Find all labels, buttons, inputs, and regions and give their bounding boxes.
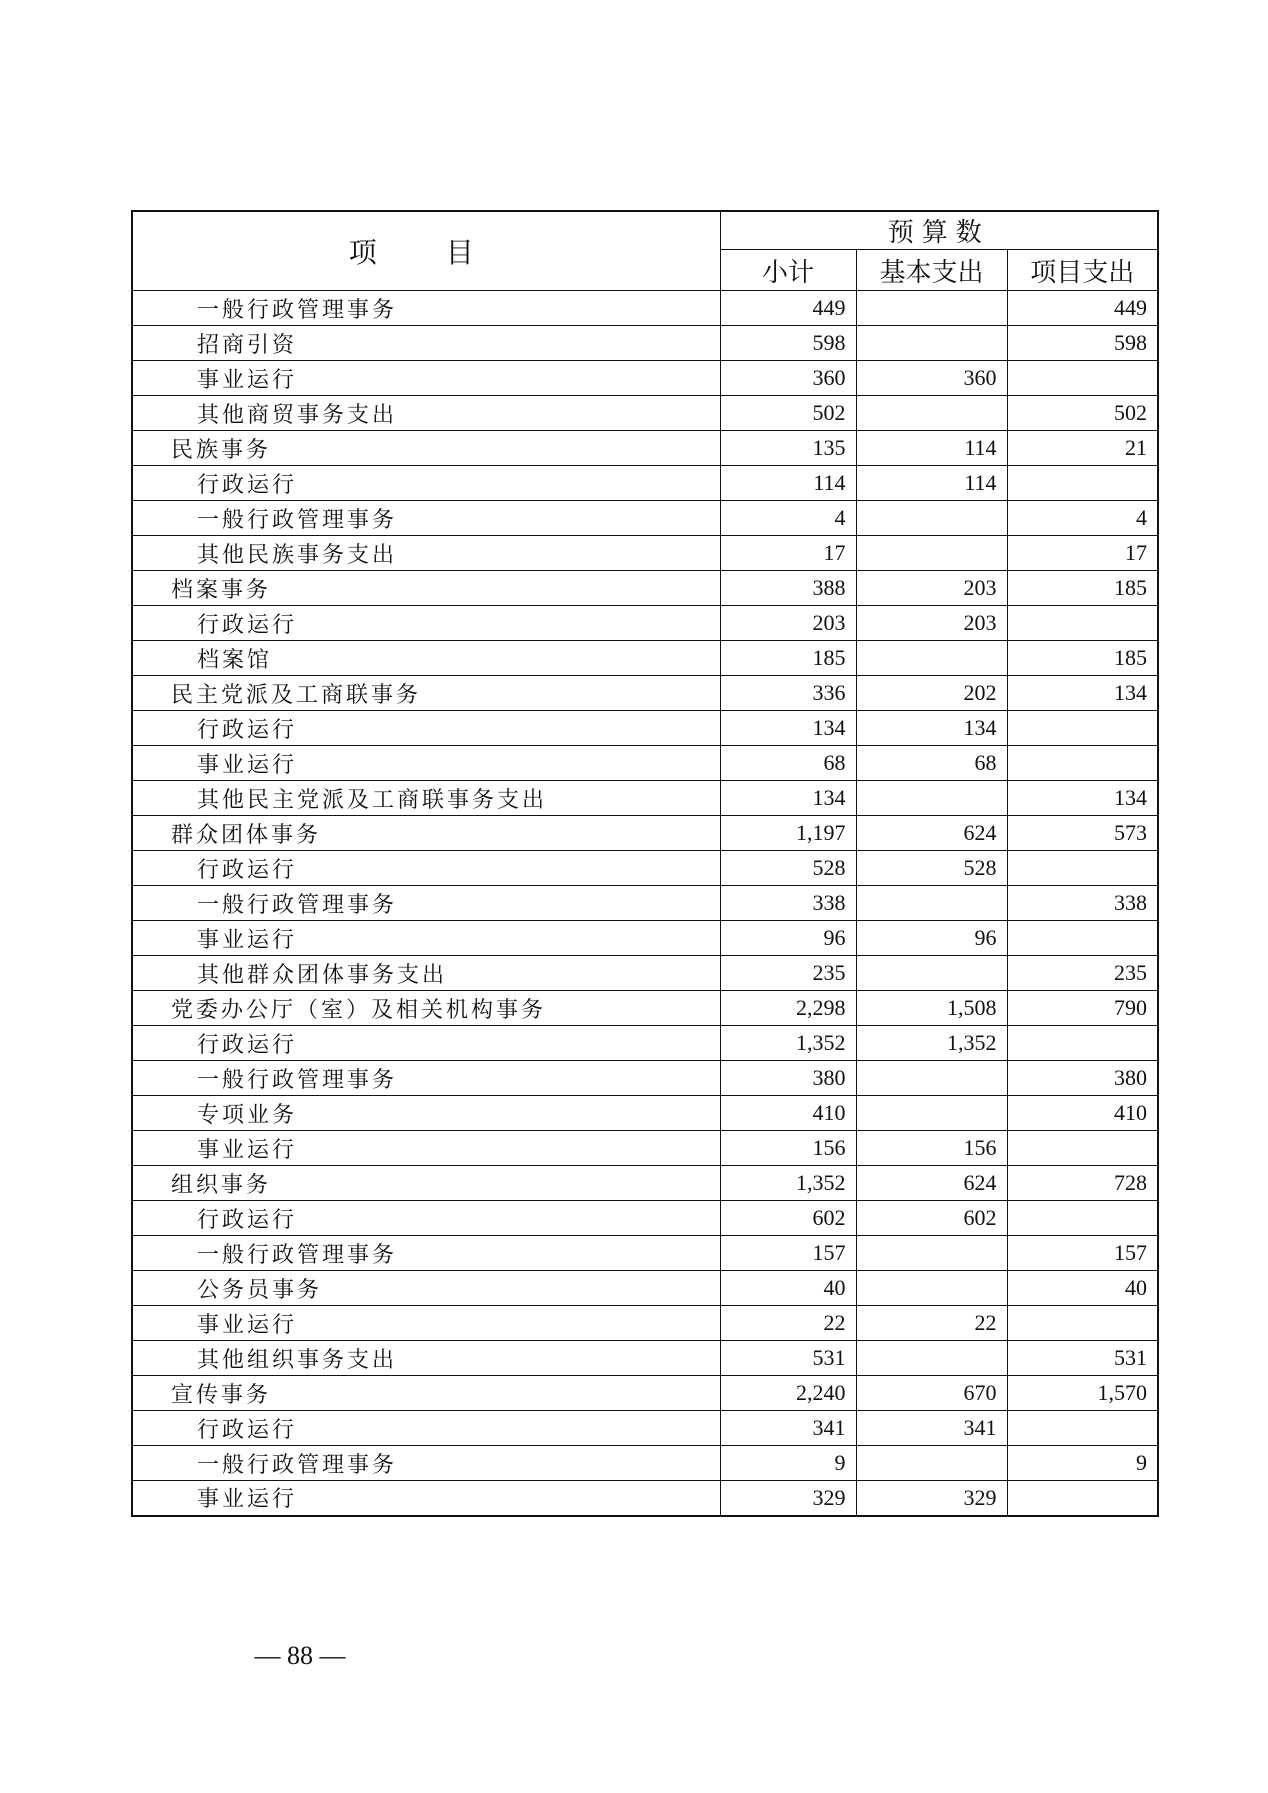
row-name: 事业运行 <box>132 361 720 396</box>
table-row <box>132 816 1158 851</box>
row-project-expenditure: 380 <box>1007 1061 1158 1096</box>
row-project-expenditure: 17 <box>1007 536 1158 571</box>
row-basic-expenditure <box>856 536 1007 571</box>
row-subtotal: 9 <box>720 1446 856 1481</box>
row-subtotal: 4 <box>720 501 856 536</box>
row-project-expenditure <box>1007 746 1158 781</box>
row-basic-expenditure: 329 <box>856 1481 1007 1516</box>
row-basic-expenditure <box>856 291 1007 326</box>
row-project-expenditure: 134 <box>1007 781 1158 816</box>
table-row <box>132 1201 1158 1236</box>
row-name: 专项业务 <box>132 1096 720 1131</box>
row-project-expenditure: 40 <box>1007 1271 1158 1306</box>
row-project-expenditure: 134 <box>1007 676 1158 711</box>
row-subtotal: 341 <box>720 1411 856 1446</box>
row-project-expenditure: 1,570 <box>1007 1376 1158 1411</box>
row-basic-expenditure <box>856 501 1007 536</box>
row-subtotal: 410 <box>720 1096 856 1131</box>
row-basic-expenditure <box>856 1061 1007 1096</box>
row-project-expenditure: 157 <box>1007 1236 1158 1271</box>
row-project-expenditure <box>1007 851 1158 886</box>
header-project-expenditure: 项目支出 <box>1007 250 1158 291</box>
row-basic-expenditure: 1,352 <box>856 1026 1007 1061</box>
row-name: 组织事务 <box>132 1166 720 1201</box>
row-project-expenditure: 502 <box>1007 396 1158 431</box>
row-subtotal: 531 <box>720 1341 856 1376</box>
row-name: 行政运行 <box>132 711 720 746</box>
row-name: 公务员事务 <box>132 1271 720 1306</box>
table-row <box>132 781 1158 816</box>
table-row <box>132 956 1158 991</box>
row-project-expenditure: 598 <box>1007 326 1158 361</box>
page-number: — 88 — <box>254 1641 346 1670</box>
table-row <box>132 1306 1158 1341</box>
row-subtotal: 40 <box>720 1271 856 1306</box>
row-name: 行政运行 <box>132 1026 720 1061</box>
table-row <box>132 606 1158 641</box>
row-basic-expenditure: 1,508 <box>856 991 1007 1026</box>
row-project-expenditure: 449 <box>1007 291 1158 326</box>
table-row <box>132 746 1158 781</box>
row-name: 招商引资 <box>132 326 720 361</box>
table-row <box>132 291 1158 326</box>
row-project-expenditure <box>1007 606 1158 641</box>
row-subtotal: 134 <box>720 711 856 746</box>
row-project-expenditure <box>1007 1481 1158 1516</box>
table-row <box>132 921 1158 956</box>
table-row <box>132 1166 1158 1201</box>
table-row <box>132 536 1158 571</box>
table-row <box>132 851 1158 886</box>
row-name: 一般行政管理事务 <box>132 501 720 536</box>
table-row <box>132 1376 1158 1411</box>
row-name: 宣传事务 <box>132 1376 720 1411</box>
row-project-expenditure: 531 <box>1007 1341 1158 1376</box>
row-project-expenditure <box>1007 1201 1158 1236</box>
row-name: 群众团体事务 <box>132 816 720 851</box>
row-name: 事业运行 <box>132 921 720 956</box>
row-basic-expenditure: 203 <box>856 606 1007 641</box>
table-row <box>132 361 1158 396</box>
row-basic-expenditure <box>856 396 1007 431</box>
table-row <box>132 1236 1158 1271</box>
row-basic-expenditure <box>856 781 1007 816</box>
row-basic-expenditure: 528 <box>856 851 1007 886</box>
row-subtotal: 135 <box>720 431 856 466</box>
row-name: 事业运行 <box>132 1306 720 1341</box>
table-row <box>132 1096 1158 1131</box>
row-subtotal: 329 <box>720 1481 856 1516</box>
row-basic-expenditure: 114 <box>856 466 1007 501</box>
table-row <box>132 711 1158 746</box>
row-project-expenditure: 338 <box>1007 886 1158 921</box>
row-basic-expenditure: 203 <box>856 571 1007 606</box>
table-header <box>132 211 1158 291</box>
row-project-expenditure: 235 <box>1007 956 1158 991</box>
table-body <box>132 291 1158 1516</box>
row-basic-expenditure: 341 <box>856 1411 1007 1446</box>
row-basic-expenditure: 134 <box>856 711 1007 746</box>
row-subtotal: 602 <box>720 1201 856 1236</box>
row-project-expenditure <box>1007 1411 1158 1446</box>
table-row <box>132 1411 1158 1446</box>
row-subtotal: 22 <box>720 1306 856 1341</box>
row-name: 一般行政管理事务 <box>132 291 720 326</box>
row-project-expenditure <box>1007 1131 1158 1166</box>
table-row <box>132 326 1158 361</box>
row-subtotal: 134 <box>720 781 856 816</box>
row-subtotal: 360 <box>720 361 856 396</box>
row-name: 其他组织事务支出 <box>132 1341 720 1376</box>
header-budget: 预算数 <box>720 211 1158 250</box>
table-row <box>132 676 1158 711</box>
row-basic-expenditure: 670 <box>856 1376 1007 1411</box>
row-subtotal: 598 <box>720 326 856 361</box>
row-name: 一般行政管理事务 <box>132 1236 720 1271</box>
row-name: 档案事务 <box>132 571 720 606</box>
row-project-expenditure: 410 <box>1007 1096 1158 1131</box>
row-name: 党委办公厅（室）及相关机构事务 <box>132 991 720 1026</box>
row-basic-expenditure: 202 <box>856 676 1007 711</box>
row-basic-expenditure: 156 <box>856 1131 1007 1166</box>
row-name: 其他商贸事务支出 <box>132 396 720 431</box>
row-subtotal: 68 <box>720 746 856 781</box>
row-subtotal: 114 <box>720 466 856 501</box>
row-subtotal: 528 <box>720 851 856 886</box>
row-name: 一般行政管理事务 <box>132 1446 720 1481</box>
row-project-expenditure <box>1007 711 1158 746</box>
row-basic-expenditure <box>856 1096 1007 1131</box>
row-name: 事业运行 <box>132 1131 720 1166</box>
row-subtotal: 338 <box>720 886 856 921</box>
row-name: 其他群众团体事务支出 <box>132 956 720 991</box>
row-project-expenditure: 728 <box>1007 1166 1158 1201</box>
row-name: 行政运行 <box>132 1201 720 1236</box>
header-subtotal: 小计 <box>720 250 856 291</box>
row-subtotal: 1,352 <box>720 1166 856 1201</box>
row-basic-expenditure: 22 <box>856 1306 1007 1341</box>
row-subtotal: 235 <box>720 956 856 991</box>
table-row <box>132 1446 1158 1481</box>
row-basic-expenditure <box>856 1341 1007 1376</box>
row-subtotal: 157 <box>720 1236 856 1271</box>
row-project-expenditure: 4 <box>1007 501 1158 536</box>
row-basic-expenditure: 360 <box>856 361 1007 396</box>
row-name: 其他民主党派及工商联事务支出 <box>132 781 720 816</box>
table-row <box>132 991 1158 1026</box>
row-project-expenditure <box>1007 1026 1158 1061</box>
table-row <box>132 641 1158 676</box>
row-basic-expenditure <box>856 326 1007 361</box>
row-name: 民主党派及工商联事务 <box>132 676 720 711</box>
budget-table <box>131 210 1159 1517</box>
table-row <box>132 1341 1158 1376</box>
row-subtotal: 1,197 <box>720 816 856 851</box>
row-project-expenditure: 790 <box>1007 991 1158 1026</box>
row-basic-expenditure <box>856 1271 1007 1306</box>
row-subtotal: 388 <box>720 571 856 606</box>
table-row <box>132 571 1158 606</box>
row-subtotal: 2,298 <box>720 991 856 1026</box>
table-row <box>132 396 1158 431</box>
table-row <box>132 1061 1158 1096</box>
row-name: 行政运行 <box>132 851 720 886</box>
row-basic-expenditure: 624 <box>856 1166 1007 1201</box>
row-project-expenditure: 185 <box>1007 571 1158 606</box>
table-row <box>132 1131 1158 1166</box>
row-subtotal: 502 <box>720 396 856 431</box>
row-name: 行政运行 <box>132 1411 720 1446</box>
row-basic-expenditure <box>856 1236 1007 1271</box>
row-subtotal: 336 <box>720 676 856 711</box>
row-basic-expenditure: 68 <box>856 746 1007 781</box>
row-subtotal: 449 <box>720 291 856 326</box>
table-row <box>132 501 1158 536</box>
row-basic-expenditure <box>856 1446 1007 1481</box>
row-name: 档案馆 <box>132 641 720 676</box>
row-name: 事业运行 <box>132 746 720 781</box>
row-project-expenditure <box>1007 466 1158 501</box>
row-name: 一般行政管理事务 <box>132 1061 720 1096</box>
row-basic-expenditure <box>856 641 1007 676</box>
row-basic-expenditure: 114 <box>856 431 1007 466</box>
row-project-expenditure: 185 <box>1007 641 1158 676</box>
row-basic-expenditure: 624 <box>856 816 1007 851</box>
row-project-expenditure: 573 <box>1007 816 1158 851</box>
header-basic-expenditure: 基本支出 <box>856 250 1007 291</box>
row-project-expenditure <box>1007 921 1158 956</box>
row-name: 一般行政管理事务 <box>132 886 720 921</box>
row-name: 民族事务 <box>132 431 720 466</box>
row-subtotal: 380 <box>720 1061 856 1096</box>
table-row <box>132 466 1158 501</box>
row-subtotal: 2,240 <box>720 1376 856 1411</box>
row-name: 行政运行 <box>132 466 720 501</box>
row-project-expenditure <box>1007 361 1158 396</box>
row-name: 行政运行 <box>132 606 720 641</box>
row-project-expenditure: 9 <box>1007 1446 1158 1481</box>
row-name: 事业运行 <box>132 1481 720 1516</box>
table-row <box>132 431 1158 466</box>
row-basic-expenditure: 96 <box>856 921 1007 956</box>
row-project-expenditure <box>1007 1306 1158 1341</box>
table-row <box>132 886 1158 921</box>
row-name: 其他民族事务支出 <box>132 536 720 571</box>
table-row <box>132 1026 1158 1061</box>
row-subtotal: 1,352 <box>720 1026 856 1061</box>
row-basic-expenditure: 602 <box>856 1201 1007 1236</box>
row-project-expenditure: 21 <box>1007 431 1158 466</box>
row-basic-expenditure <box>856 886 1007 921</box>
row-subtotal: 96 <box>720 921 856 956</box>
header-item: 项 目 <box>132 211 720 291</box>
table-row <box>132 1271 1158 1306</box>
row-basic-expenditure <box>856 956 1007 991</box>
row-subtotal: 203 <box>720 606 856 641</box>
row-subtotal: 17 <box>720 536 856 571</box>
row-subtotal: 156 <box>720 1131 856 1166</box>
row-subtotal: 185 <box>720 641 856 676</box>
table-row <box>132 1481 1158 1516</box>
